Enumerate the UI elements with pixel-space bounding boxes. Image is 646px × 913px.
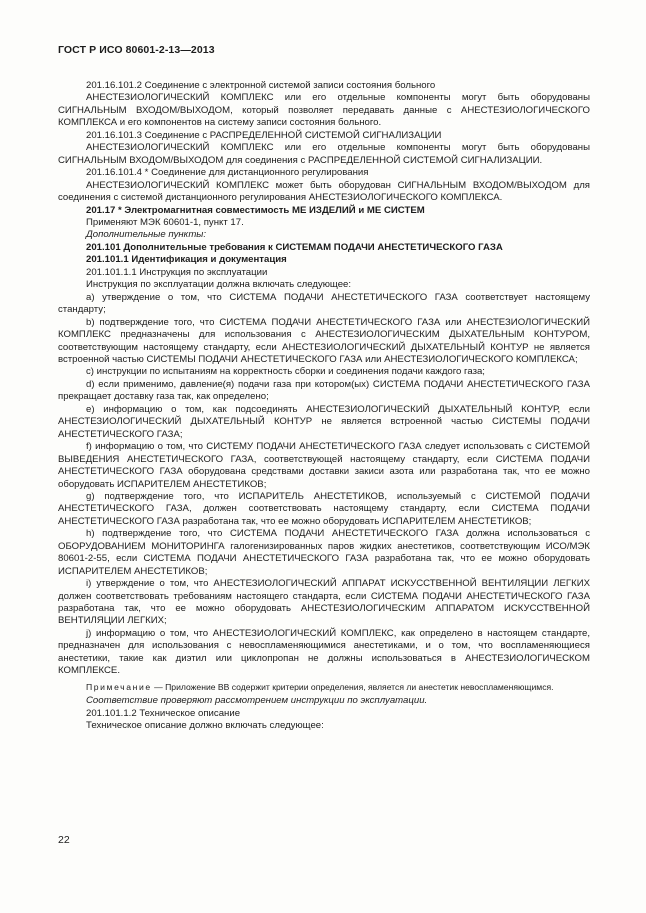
list-item-d: d) если применимо, давление(я) подачи газа при котором(ых) СИСТЕМА ПОДАЧИ АНЕСТЕТИЧЕСКОГО ГАЗА прекращает доставку газа так, как определено; xyxy=(58,378,590,403)
clause-201-101-1-2: 201.101.1.2 Техническое описание xyxy=(86,707,241,719)
clause-201-16-101-3: 201.16.101.3 Соединение с РАСПРЕДЕЛЕННОЙ СИСТЕМОЙ СИГНАЛИЗАЦИИ xyxy=(86,129,442,141)
clause-text: Применяют МЭК 60601-1, пункт 17. xyxy=(86,216,244,228)
clause-text: Инструкция по эксплуатации должна включать следующее: xyxy=(86,279,352,291)
clause-text: АНЕСТЕЗИОЛОГИЧЕСКИЙ КОМПЛЕКС или его отдельные компоненты могут быть оборудованы СИГНАЛЬНЫМ ВХОДОМ/ВЫХОДОМ для соединения с РАСПРЕДЕЛЕННОЙ СИСТЕМОЙ СИГНАЛИЗАЦИИ. xyxy=(58,142,590,166)
list-item-g: g) подтверждение того, что ИСПАРИТЕЛЬ АНЕСТЕТИКОВ, используемый с СИСТЕМОЙ ПОДАЧИ АНЕСТЕТИЧЕСКОГО ГАЗА, должен соответствовать настоящему стандарту, если СИСТЕМА ПОДАЧИ АНЕСТЕТИЧЕСКОГО ГАЗА разработана так, что ее можно оборудовать ИСПАРИТЕЛЕМ АНЕСТЕТИКОВ; xyxy=(58,490,590,527)
additional-clauses-label: Дополнительные пункты: xyxy=(86,229,207,241)
section-201-101-heading: 201.101 Дополнительные требования к СИСТЕМАМ ПОДАЧИ АНЕСТЕТИЧЕСКОГО ГАЗА xyxy=(86,241,503,253)
list-item-f: f) информацию о том, что СИСТЕМУ ПОДАЧИ АНЕСТЕТИЧЕСКОГО ГАЗА следует использовать с СИСТЕМОЙ ВЫВЕДЕНИЯ АНЕСТЕТИЧЕСКОГО ГАЗА, соответствующей настоящему стандарту, если СИСТЕМА ПОДАЧИ АНЕСТЕТИЧЕСКОГО ГАЗА оборудована средствами доставки закиси азота или разработана так, что ее можно оборудовать ИСПАРИТЕЛЕМ АНЕСТЕТИКОВ; xyxy=(58,441,590,490)
list-item-h: h) подтверждение того, что СИСТЕМА ПОДАЧИ АНЕСТЕТИЧЕСКОГО ГАЗА должна использоваться с ОБОРУДОВАНИЕМ МОНИТОРИНГА галогенизированных паров жидких анестетиков, соответствующим ИСО/МЭК 80601-2-55, если СИСТЕМА ПОДАЧИ АНЕСТЕТИЧЕСКОГО ГАЗА разработана так, что ее можно оборудовать ИСПАРИТЕЛЕМ АНЕСТЕТИКОВ; xyxy=(58,528,590,577)
note-text: — Приложение ВВ содержит критерии определения, является ли анестетик невоспламеняющимся. xyxy=(151,681,554,692)
note xyxy=(58,682,590,693)
clause-201-16-101-2: 201.16.101.2 Соединение с электронной системой записи состояния больного xyxy=(86,80,436,91)
note-label: Примечание xyxy=(86,681,152,692)
clause-201-16-101-4: 201.16.101.4 * Соединение для дистанционного регулирования xyxy=(86,167,369,179)
page-body xyxy=(58,80,590,733)
compliance-statement: Соответствие проверяют рассмотрением инструкции по эксплуатации. xyxy=(86,695,428,707)
clause-text: АНЕСТЕЗИОЛОГИЧЕСКИЙ КОМПЛЕКС или его отдельные компоненты могут быть оборудованы СИГНАЛЬНЫМ ВХОДОМ/ВЫХОДОМ, который позволяет передавать данные с АНЕСТЕЗИОЛОГИЧЕСКОГО КОМПЛЕКСА и его компонентов на систему записи состояния больного. xyxy=(58,92,590,129)
list-item-a: a) утверждение о том, что СИСТЕМА ПОДАЧИ АНЕСТЕТИЧЕСКОГО ГАЗА соответствует настоящему стандарту; xyxy=(58,291,590,316)
section-201-101-1-heading: 201.101.1 Идентификация и документация xyxy=(86,254,287,266)
clause-text: АНЕСТЕЗИОЛОГИЧЕСКИЙ КОМПЛЕКС может быть оборудован СИГНАЛЬНЫМ ВХОДОМ/ВЫХОДОМ для соединения с системой дистанционного регулирования АНЕСТЕЗИОЛОГИЧЕСКОГО КОМПЛЕКСА. xyxy=(58,179,590,204)
clause-201-101-1-1: 201.101.1.1 Инструкция по эксплуатации xyxy=(86,266,268,278)
list-item-e: e) информацию о том, как подсоединять АНЕСТЕЗИОЛОГИЧЕСКИЙ ДЫХАТЕЛЬНЫЙ КОНТУР, если АНЕСТЕЗИОЛОГИЧЕСКИЙ ДЫХАТЕЛЬНЫЙ КОНТУР не является встроенной частью СИСТЕМЫ ПОДАЧИ АНЕСТЕТИЧЕСКОГО ГАЗА; xyxy=(58,403,590,440)
document-header: ГОСТ Р ИСО 80601-2-13—2013 xyxy=(58,44,215,56)
list-item-c: c) инструкции по испытаниям на корректность сборки и соединения подачи каждого газа; xyxy=(86,366,485,378)
list-item-j: j) информацию о том, что АНЕСТЕЗИОЛОГИЧЕСКИЙ КОМПЛЕКС, как определено в настоящем стандарте, предназначен для использования с невоспламеняющимися анестетиками, и о том, что воспламеняющиеся анестетики, такие как диэтил или циклопропан не должны использоваться в АНЕСТЕЗИОЛОГИЧЕСКОМ КОМПЛЕКСЕ. xyxy=(58,627,590,677)
section-201-17-heading: 201.17 * Электромагнитная совместимость МЕ ИЗДЕЛИЙ и МЕ СИСТЕМ xyxy=(86,204,425,216)
page-number: 22 xyxy=(58,834,70,846)
list-item-b: b) подтверждение того, что СИСТЕМА ПОДАЧИ АНЕСТЕТИЧЕСКОГО ГАЗА или АНЕСТЕЗИОЛОГИЧЕСКИЙ КОМПЛЕКС предназначены для использования с АНЕСТЕЗИОЛОГИЧЕСКИМ ДЫХАТЕЛЬНЫМ КОНТУРОМ, соответствующим настоящему стандарту, если АНЕСТЕЗИОЛОГИЧЕСКИЙ ДЫХАТЕЛЬНЫЙ КОНТУР не является встроенной частью СИСТЕМЫ ПОДАЧИ АНЕСТЕТИЧЕСКОГО ГАЗА или АНЕСТЕЗИОЛОГИЧЕСКОГО КОМПЛЕКСА; xyxy=(58,316,590,365)
clause-text: Техническое описание должно включать следующее: xyxy=(86,720,324,732)
list-item-i: i) утверждение о том, что АНЕСТЕЗИОЛОГИЧЕСКИЙ АППАРАТ ИСКУССТВЕННОЙ ВЕНТИЛЯЦИИ ЛЕГКИХ должен соответствовать требованиям настоящего стандарта, если СИСТЕМА ПОДАЧИ АНЕСТЕТИЧЕСКОГО ГАЗА разработана так, что ее можно оборудовать АНЕСТЕЗИОЛОГИЧЕСКИМ АППАРАТОМ ИСКУССТВЕННОЙ ВЕНТИЛЯЦИИ ЛЕГКИХ; xyxy=(58,578,590,627)
